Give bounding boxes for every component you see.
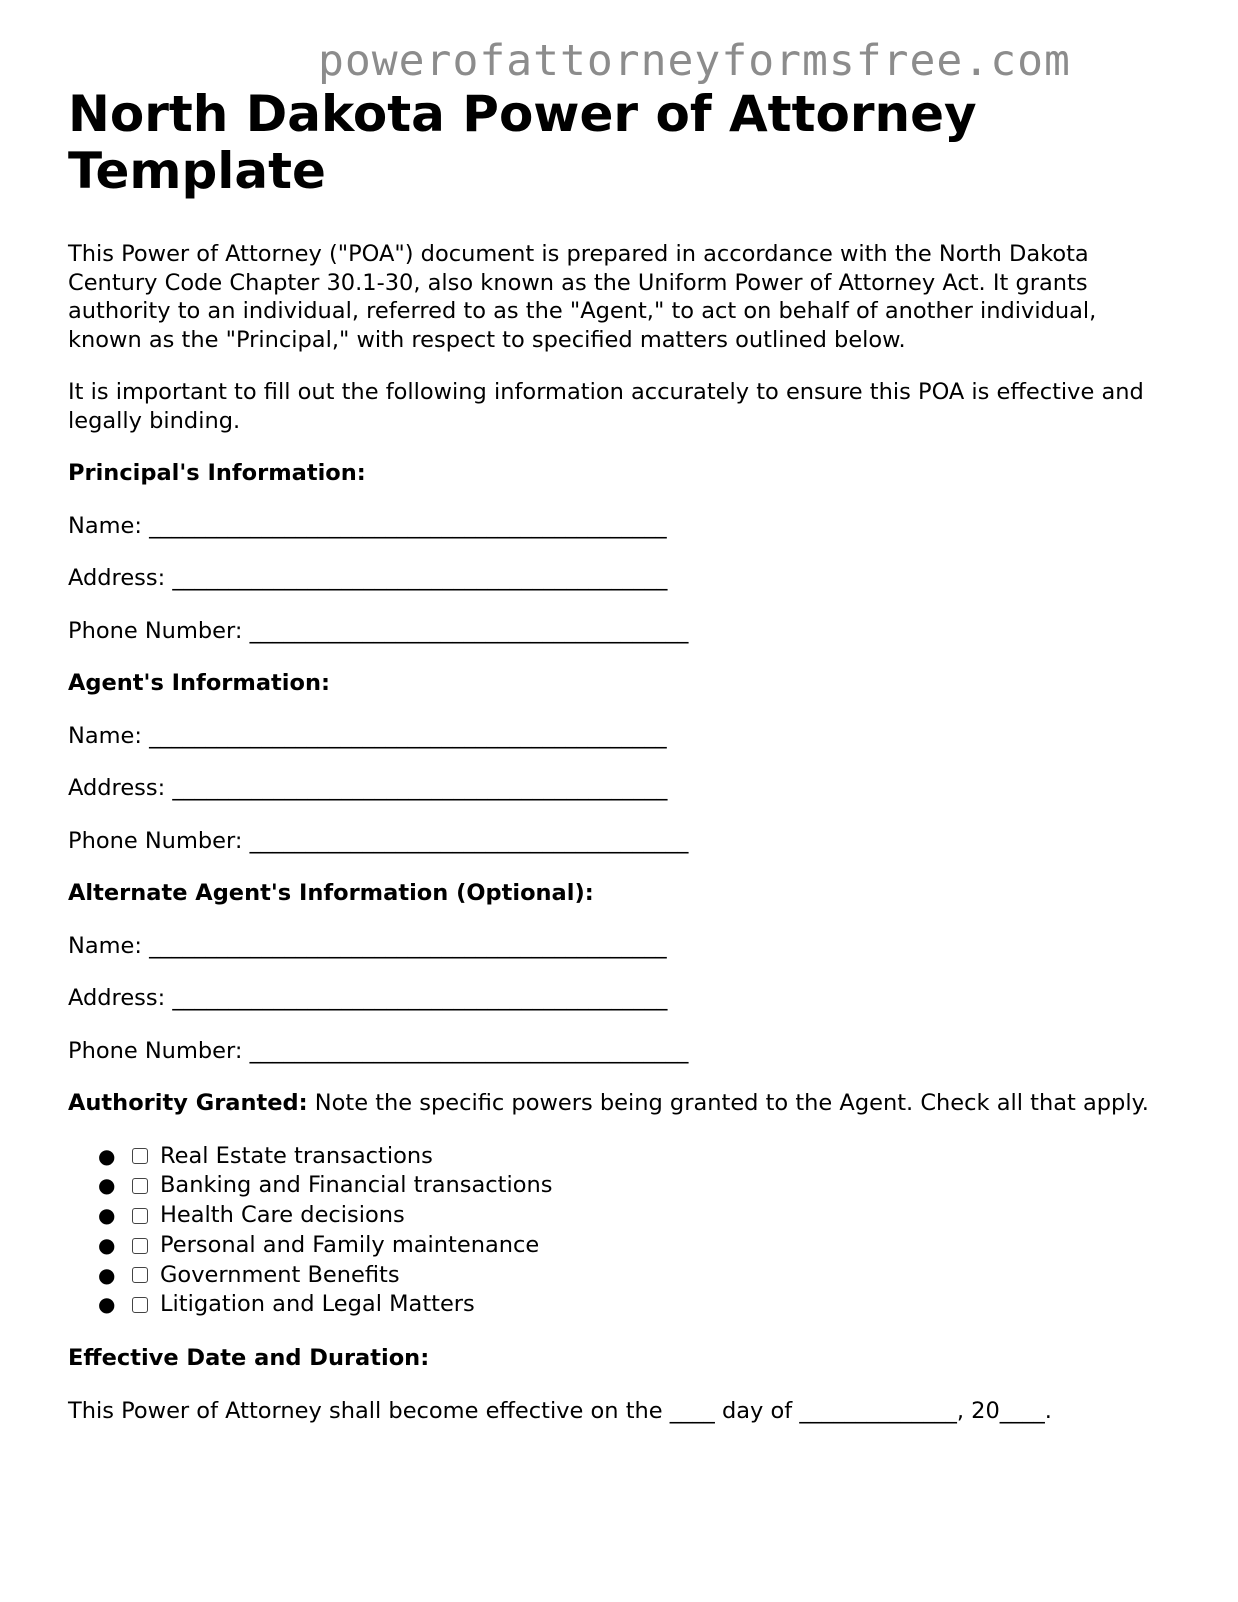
bullet-icon: ●: [98, 1203, 116, 1227]
bullet-icon: ●: [98, 1173, 116, 1198]
principal-name-label: Name:: [68, 512, 142, 539]
principal-phone-blank[interactable]: _______________________________________: [249, 617, 689, 644]
bullet-icon: ●: [98, 1143, 116, 1168]
agent-phone-label: Phone Number:: [68, 827, 243, 854]
principal-address-field[interactable]: [68, 564, 1168, 593]
authority-paragraph: [68, 1089, 1168, 1118]
page-title: North Dakota Power of Attorney Template: [68, 85, 977, 200]
alternate-agent-address-blank[interactable]: ____________________________________________: [172, 985, 668, 1011]
checkbox-health-care[interactable]: [132, 1208, 148, 1224]
agent-address-field[interactable]: [68, 774, 1168, 803]
agent-address-blank[interactable]: ____________________________________________: [172, 775, 668, 801]
watermark: powerofattorneyformsfree.com: [318, 36, 1071, 86]
authority-option-label: Government Benefits: [160, 1261, 400, 1288]
intro-paragraph-2: It is important to fill out the following information accurately to ensure this POA is effective and legally binding.: [68, 379, 1144, 434]
authority-option-label: Real Estate transactions: [160, 1142, 433, 1169]
principal-heading: Principal's Information:: [68, 460, 366, 486]
checkbox-litigation[interactable]: [132, 1297, 148, 1313]
agent-name-blank[interactable]: ______________________________________________: [149, 722, 667, 749]
alternate-agent-name-field[interactable]: [68, 932, 1168, 961]
authority-options-list: [68, 1142, 1168, 1321]
alternate-agent-address-field[interactable]: [68, 984, 1168, 1013]
agent-name-label: Name:: [68, 722, 142, 749]
alternate-agent-phone-field[interactable]: [68, 1037, 1168, 1066]
authority-option-real-estate[interactable]: [100, 1142, 1168, 1172]
alternate-agent-address-label: Address:: [68, 985, 166, 1011]
effective-month-blank[interactable]: ______________: [799, 1397, 957, 1424]
alternate-agent-heading: Alternate Agent's Information (Optional):: [68, 880, 594, 906]
principal-phone-field[interactable]: [68, 617, 1168, 646]
authority-option-personal-family[interactable]: [100, 1231, 1168, 1261]
checkbox-real-estate[interactable]: [132, 1148, 148, 1164]
authority-option-litigation[interactable]: [100, 1290, 1168, 1320]
agent-phone-field[interactable]: [68, 827, 1168, 856]
bullet-icon: ●: [98, 1262, 116, 1287]
effective-year-prefix: , 20: [956, 1397, 1000, 1424]
agent-heading: Agent's Information:: [68, 670, 330, 696]
agent-phone-blank[interactable]: _______________________________________: [249, 827, 689, 854]
authority-option-label: Banking and Financial transactions: [160, 1172, 553, 1199]
bullet-icon: ●: [98, 1232, 116, 1257]
principal-name-field[interactable]: [68, 512, 1168, 541]
checkbox-personal-family[interactable]: [132, 1238, 148, 1254]
authority-option-health-care[interactable]: [100, 1201, 1168, 1231]
alternate-agent-phone-blank[interactable]: _______________________________________: [249, 1037, 689, 1064]
authority-option-label: Litigation and Legal Matters: [160, 1291, 475, 1318]
principal-name-blank[interactable]: ______________________________________________: [149, 512, 667, 539]
authority-option-government-benefits[interactable]: [100, 1261, 1168, 1291]
alternate-agent-name-blank[interactable]: ______________________________________________: [149, 932, 667, 959]
authority-text: Note the specific powers being granted to the Agent. Check all that apply.: [314, 1090, 1149, 1116]
bullet-icon: ●: [98, 1292, 116, 1317]
alternate-agent-name-label: Name:: [68, 932, 142, 959]
effective-day-blank[interactable]: ____: [669, 1397, 715, 1424]
principal-phone-label: Phone Number:: [68, 617, 243, 644]
principal-address-label: Address:: [68, 565, 166, 591]
alternate-agent-phone-label: Phone Number:: [68, 1037, 243, 1064]
effective-year-blank[interactable]: ____: [999, 1397, 1045, 1424]
document-body: [68, 86, 1168, 1449]
effective-heading: Effective Date and Duration:: [68, 1345, 430, 1371]
agent-address-label: Address:: [68, 775, 166, 801]
effective-end: .: [1044, 1397, 1052, 1424]
agent-name-field[interactable]: [68, 722, 1168, 751]
effective-sentence-start: This Power of Attorney shall become effective on the: [68, 1397, 663, 1424]
effective-day-of: day of: [721, 1397, 793, 1424]
authority-heading: Authority Granted:: [68, 1090, 308, 1116]
authority-option-banking[interactable]: [100, 1171, 1168, 1201]
intro-paragraph-1: This Power of Attorney ("POA") document is prepared in accordance with the North Dakota Century Code Chapter 30.1-30, also known as the Uniform Power of Attorney Act. It grants authority to an individual, referred to as the "Agent," to act on behalf of another individual, known as the "Principal," with respect to specified matters outlined below.: [68, 241, 1097, 353]
effective-date-sentence: [68, 1397, 1168, 1426]
authority-option-label: Personal and Family maintenance: [160, 1231, 540, 1258]
principal-address-blank[interactable]: ____________________________________________: [172, 565, 668, 591]
checkbox-banking[interactable]: [132, 1178, 148, 1194]
authority-option-label: Health Care decisions: [160, 1202, 405, 1228]
checkbox-government-benefits[interactable]: [132, 1267, 148, 1283]
